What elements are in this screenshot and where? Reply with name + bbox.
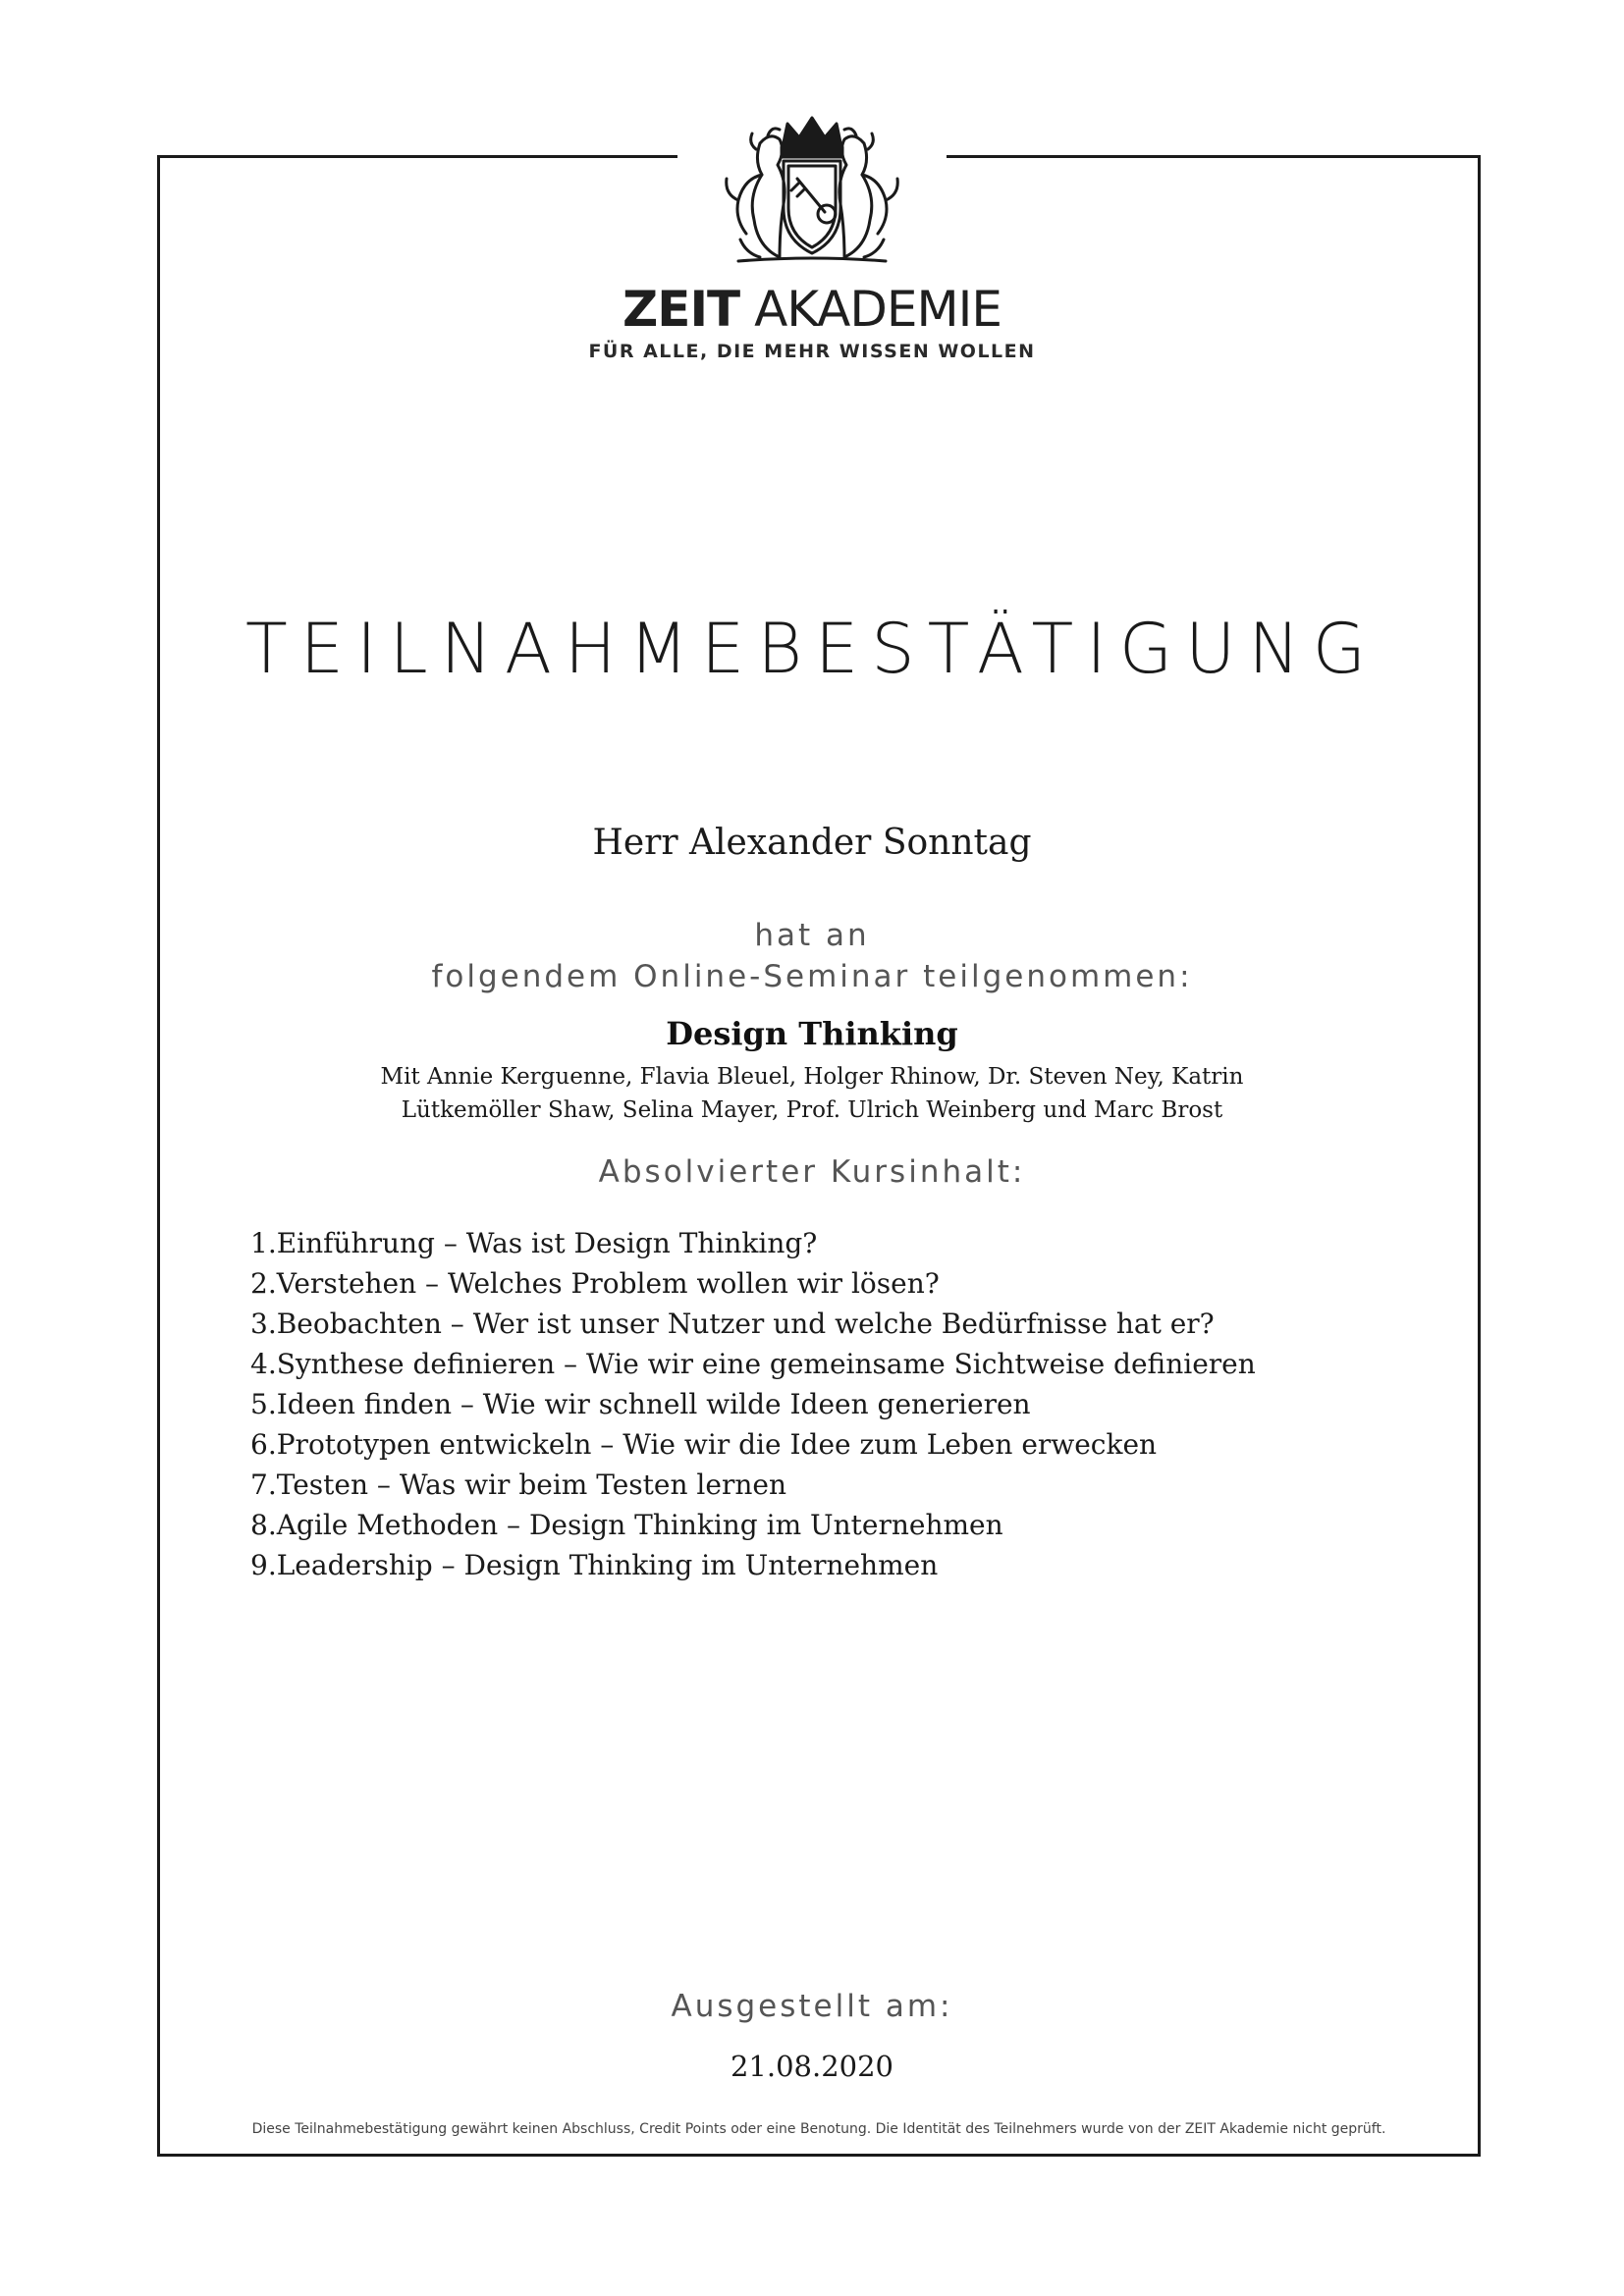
list-item: 9.Leadership – Design Thinking im Unternehmen — [250, 1549, 939, 1581]
content-heading: Absolvierter Kursinhalt: — [598, 1154, 1026, 1190]
brand-name-bold: ZEIT — [623, 281, 740, 338]
list-item: 6.Prototypen entwickeln – Wie wir die Idee zum Leben erwecken — [250, 1428, 1158, 1461]
brand-tagline: FÜR ALLE, DIE MEHR WISSEN WOLLEN — [588, 341, 1036, 362]
disclaimer: Diese Teilnahmebestätigung gewährt keinen Abschluss, Credit Points oder eine Benotung. Die Identität des Teilnehmers wurde von der ZEIT Akademie nicht geprüft. — [251, 2121, 1386, 2137]
instructors-line-1: Mit Annie Kerguenne, Flavia Bleuel, Holger Rhinow, Dr. Steven Ney, Katrin — [380, 1064, 1244, 1090]
brand-name-light: AKADEMIE — [754, 281, 1001, 338]
list-item: 1.Einführung – Was ist Design Thinking? — [250, 1227, 818, 1259]
list-item: 4.Synthese definieren – Wie wir eine gemeinsame Sichtweise definieren — [250, 1348, 1256, 1380]
intro-line-1: hat an — [754, 918, 870, 953]
issued-label: Ausgestellt am: — [671, 1989, 953, 2024]
list-item: 2.Verstehen – Welches Problem wollen wir lösen? — [250, 1267, 940, 1300]
course-content-list — [250, 1223, 1256, 1585]
issued-date: 21.08.2020 — [730, 2050, 894, 2083]
crest-icon — [689, 110, 935, 267]
list-item: 3.Beobachten – Wer ist unser Nutzer und welche Bedürfnisse hat er? — [250, 1308, 1215, 1340]
course-title: Design Thinking — [666, 1015, 958, 1052]
list-item: 8.Agile Methoden – Design Thinking im Unternehmen — [250, 1509, 1003, 1541]
list-item: 7.Testen – Was wir beim Testen lernen — [250, 1468, 786, 1501]
brand-name — [0, 281, 1624, 338]
list-item: 5.Ideen finden – Wie wir schnell wilde Ideen generieren — [250, 1388, 1031, 1420]
participant-name: Herr Alexander Sonntag — [592, 823, 1032, 863]
course-instructors — [0, 1060, 1624, 1127]
instructors-line-2: Lütkemöller Shaw, Selina Mayer, Prof. Ulrich Weinberg und Marc Brost — [401, 1097, 1223, 1123]
page-title: TEILNAHMEBESTÄTIGUNG — [245, 609, 1379, 689]
intro-line-2: folgendem Online-Seminar teilgenommen: — [431, 959, 1193, 994]
